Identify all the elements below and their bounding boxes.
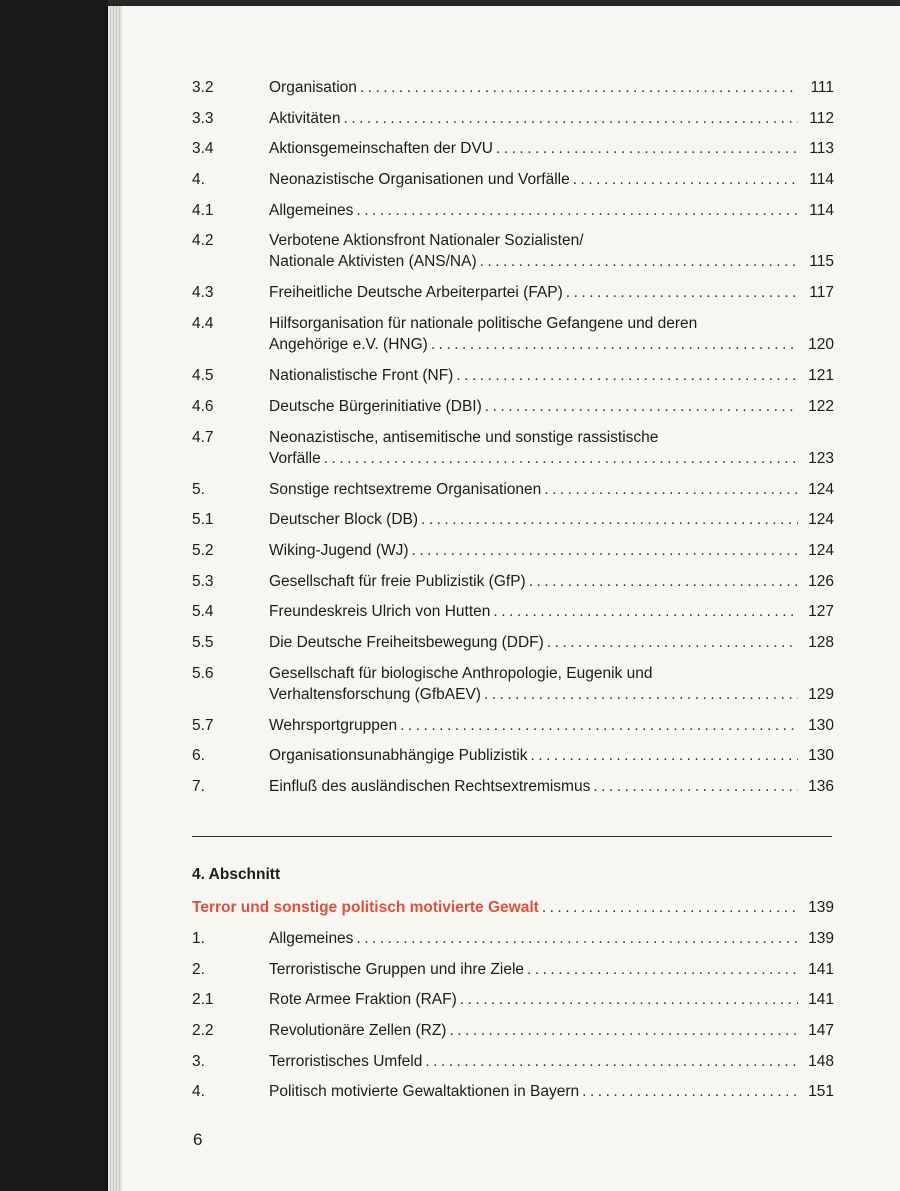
entry-number: 4. (192, 1083, 205, 1101)
toc-entry (192, 746, 834, 766)
toc-entry (192, 366, 834, 386)
entry-number: 4.1 (192, 201, 214, 219)
entry-title: Rote Armee Fraktion (RAF) (269, 991, 457, 1009)
toc-entry (192, 541, 834, 561)
section-divider (192, 836, 832, 837)
toc-entry (192, 510, 834, 530)
entry-title: Freiheitliche Deutsche Arbeiterpartei (FAP) (269, 284, 563, 302)
entry-number: 4.2 (192, 232, 214, 250)
entry-number: 2.1 (192, 991, 214, 1009)
section-heading: 4. Abschnitt (192, 866, 281, 883)
page-ref: 114 (809, 201, 834, 219)
leader-dots (421, 510, 798, 530)
entry-number: 5.7 (192, 716, 214, 734)
page-ref: 123 (808, 449, 834, 467)
toc-entry (192, 1021, 834, 1041)
entry-title: Allgemeines (269, 930, 354, 947)
toc-entry (192, 283, 834, 303)
leader-dots (593, 777, 798, 797)
page-ref: 148 (808, 1052, 834, 1070)
page-ref: 124 (808, 480, 834, 498)
page-ref: 121 (808, 367, 834, 385)
page-ref: 124 (808, 511, 834, 529)
page-ref: 136 (808, 778, 834, 795)
toc-entry (192, 602, 834, 622)
entry-number: 5.3 (192, 572, 214, 590)
entry-number: 5.2 (192, 541, 214, 559)
entry-number: 5.6 (192, 664, 214, 682)
toc-entry (192, 777, 834, 797)
entry-number: 4.7 (192, 428, 214, 446)
entry-title: Deutscher Block (DB) (269, 511, 419, 529)
entry-number: 1. (192, 930, 205, 947)
toc-entry (192, 170, 834, 190)
section-title-entry (192, 898, 834, 918)
page-ref: 122 (808, 397, 834, 415)
leader-dots (456, 366, 798, 386)
page-number: 6 (193, 1130, 203, 1149)
page-ref: 128 (808, 633, 834, 651)
page-stack-edge (108, 6, 122, 1191)
page-ref: 111 (810, 79, 834, 96)
toc-entry (192, 572, 834, 592)
toc-entry (192, 929, 834, 949)
leader-dots (547, 633, 798, 653)
entry-title: Angehörige e.V. (HNG) (269, 336, 428, 354)
page-ref: 141 (808, 991, 834, 1009)
page-ref: 117 (809, 284, 834, 302)
entry-number: 4.5 (192, 367, 214, 385)
entry-number: 5. (192, 480, 205, 498)
page-ref: 147 (808, 1022, 834, 1040)
page-ref: 113 (809, 140, 834, 158)
toc-entry (192, 231, 834, 272)
entry-title-line: Verbotene Aktionsfront Nationaler Sozialisten/ (269, 232, 584, 250)
entry-title: Verhaltensforschung (GfbAEV) (269, 685, 481, 703)
leader-dots (449, 1021, 798, 1041)
leader-dots (542, 898, 798, 918)
entry-title: Nationalistische Front (NF) (269, 367, 454, 385)
page-ref: 151 (808, 1083, 834, 1101)
entry-number: 2. (192, 960, 205, 978)
entry-title: Nationale Aktivisten (ANS/NA) (269, 253, 477, 271)
entry-title: Sonstige rechtsextreme Organisationen (269, 480, 542, 498)
leader-dots (531, 746, 799, 766)
leader-dots (356, 201, 798, 221)
entry-title: Deutsche Bürgerinitiative (DBI) (269, 397, 482, 415)
entry-title: Aktivitäten (269, 109, 341, 127)
leader-dots (529, 572, 798, 592)
toc-entry (192, 139, 834, 159)
page-ref: 114 (809, 171, 834, 189)
leader-dots (400, 716, 798, 736)
section-title: Terror und sonstige politisch motivierte Gewalt (192, 899, 539, 916)
entry-number: 5.5 (192, 633, 214, 651)
entry-number: 4. (192, 171, 205, 189)
toc-entry (192, 1082, 834, 1102)
leader-dots (582, 1082, 798, 1102)
leader-dots (485, 397, 798, 417)
toc-entry (192, 314, 834, 355)
entry-number: 4.4 (192, 315, 214, 333)
entry-number: 5.1 (192, 511, 214, 529)
table-of-contents (192, 78, 834, 808)
page-ref: 139 (808, 930, 834, 947)
entry-number: 6. (192, 747, 205, 765)
entry-number: 2.2 (192, 1022, 214, 1040)
toc-entry (192, 1052, 834, 1072)
leader-dots (527, 960, 798, 980)
toc-entry (192, 633, 834, 653)
entry-number: 5.4 (192, 603, 214, 621)
entry-title: Gesellschaft für freie Publizistik (GfP) (269, 572, 526, 590)
section-contents (192, 929, 834, 1113)
toc-entry (192, 109, 834, 129)
entry-title-line: Hilfsorganisation für nationale politische Gefangene und deren (269, 315, 698, 333)
page-ref: 130 (808, 747, 834, 765)
entry-title: Wiking-Jugend (WJ) (269, 541, 409, 559)
entry-number: 3.4 (192, 140, 214, 158)
toc-entry (192, 716, 834, 736)
page-ref: 127 (808, 603, 834, 621)
page-ref: 115 (809, 253, 834, 271)
entry-title: Die Deutsche Freiheitsbewegung (DDF) (269, 633, 544, 651)
leader-dots (480, 252, 798, 272)
leader-dots (493, 602, 798, 622)
entry-title: Neonazistische Organisationen und Vorfälle (269, 171, 570, 189)
page-ref: 139 (808, 899, 834, 916)
leader-dots (360, 78, 798, 98)
entry-title: Politisch motivierte Gewaltaktionen in Bayern (269, 1083, 580, 1101)
entry-title: Allgemeines (269, 201, 354, 219)
page-ref: 126 (808, 572, 834, 590)
entry-title: Organisationsunabhängige Publizistik (269, 747, 528, 765)
entry-number: 3.2 (192, 79, 214, 96)
entry-title: Organisation (269, 79, 357, 96)
page-ref: 141 (808, 960, 834, 978)
leader-dots (412, 541, 798, 561)
leader-dots (484, 685, 798, 705)
leader-dots (566, 283, 798, 303)
entry-title: Aktionsgemeinschaften der DVU (269, 140, 494, 158)
entry-number: 7. (192, 778, 205, 795)
entry-number: 4.6 (192, 397, 214, 415)
toc-entry (192, 397, 834, 417)
entry-title-line: Gesellschaft für biologische Anthropologie, Eugenik und (269, 664, 653, 682)
leader-dots (344, 109, 798, 129)
entry-number: 4.3 (192, 284, 214, 302)
entry-number: 3. (192, 1052, 205, 1070)
page-ref: 120 (808, 336, 834, 354)
entry-number: 3.3 (192, 109, 214, 127)
leader-dots (496, 139, 798, 159)
entry-title: Wehrsportgruppen (269, 716, 398, 734)
entry-title: Einfluß des ausländischen Rechtsextremismus (269, 778, 591, 795)
page-ref: 129 (808, 685, 834, 703)
leader-dots (460, 990, 798, 1010)
page-ref: 130 (808, 716, 834, 734)
entry-title: Terroristische Gruppen und ihre Ziele (269, 960, 525, 978)
page-ref: 112 (809, 109, 834, 127)
entry-title: Revolutionäre Zellen (RZ) (269, 1022, 447, 1040)
toc-entry (192, 960, 834, 980)
toc-entry (192, 78, 834, 98)
toc-entry (192, 201, 834, 221)
leader-dots (544, 480, 798, 500)
leader-dots (425, 1052, 798, 1072)
leader-dots (356, 929, 798, 949)
leader-dots (324, 449, 798, 469)
entry-title: Vorfälle (269, 449, 321, 467)
toc-entry (192, 428, 834, 469)
leader-dots (431, 335, 798, 355)
entry-title: Freundeskreis Ulrich von Hutten (269, 603, 491, 621)
entry-title: Terroristisches Umfeld (269, 1052, 423, 1070)
toc-entry (192, 664, 834, 705)
toc-entry (192, 480, 834, 500)
toc-entry (192, 990, 834, 1010)
entry-title-line: Neonazistische, antisemitische und sonstige rassistische (269, 428, 659, 446)
page-ref: 124 (808, 541, 834, 559)
leader-dots (573, 170, 798, 190)
